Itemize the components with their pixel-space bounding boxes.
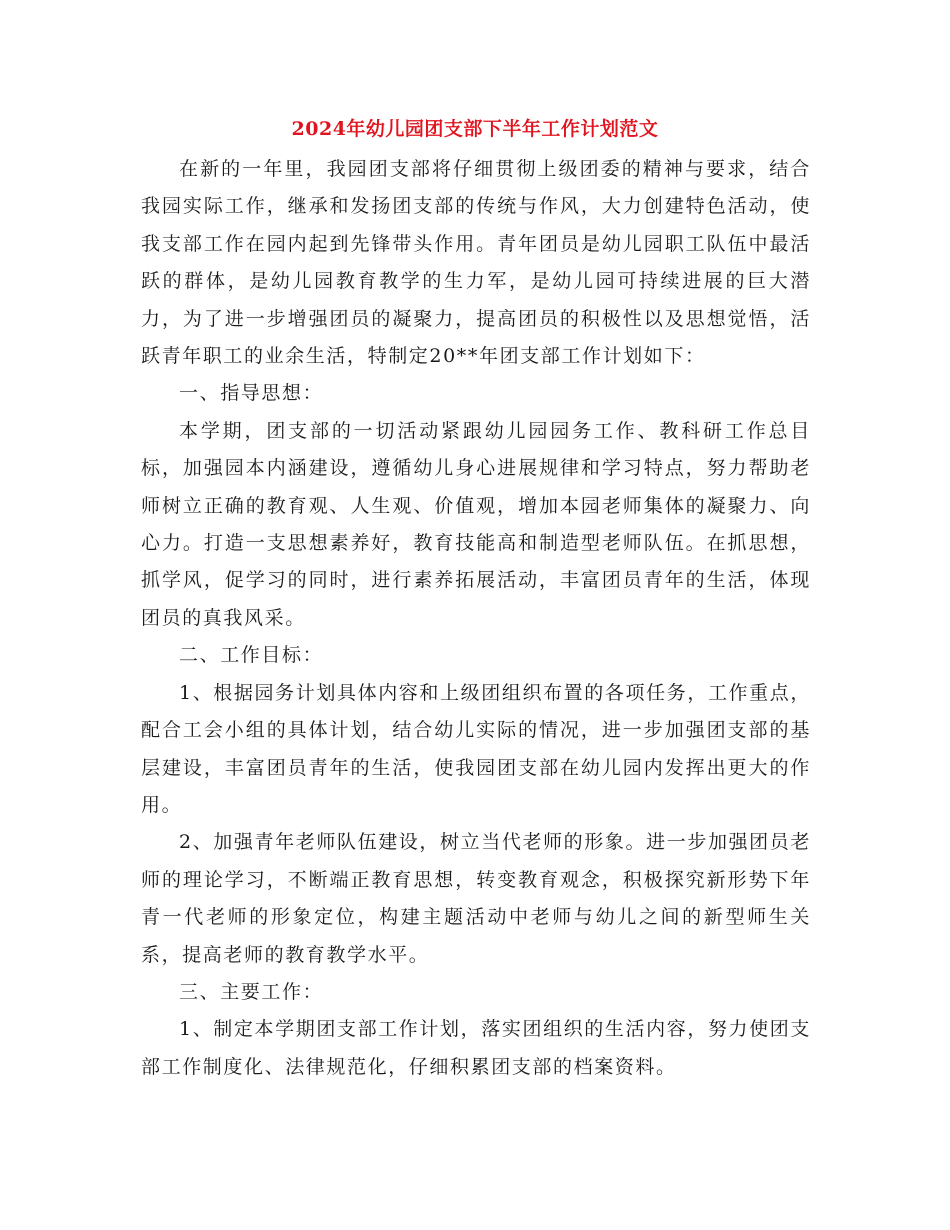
document-title: 2024年幼儿园团支部下半年工作计划范文 bbox=[291, 118, 659, 140]
section-heading-work-goals: 二、工作目标： bbox=[179, 644, 324, 667]
work-goal-item-2: 2、加强青年老师队伍建设，树立当代老师的形象。进一步加强团员老师的理论学习，不断端正教育思想，转变教育观念，积极探究新形势下年青一代老师的形象定位，构建主题活动中老师与幼儿之间的新型师生关系，提高老师的教育教学水平。 bbox=[141, 831, 811, 966]
intro-paragraph: 在新的一年里，我园团支部将仔细贯彻上级团委的精神与要求，结合我园实际工作，继承和发扬团支部的传统与作风，大力创建特色活动，使我支部工作在园内起到先锋带头作用。青年团员是幼儿园职工队伍中最活跃的群体，是幼儿园教育教学的生力军，是幼儿园可持续进展的巨大潜力，为了进一步增强团员的凝聚力，提高团员的积极性以及思想觉悟，活跃青年职工的业余生活，特制定20**年团支部工作计划如下： bbox=[141, 158, 811, 368]
work-goal-item-1: 1、根据园务计划具体内容和上级团组织布置的各项任务，工作重点，配合工会小组的具体计划，结合幼儿实际的情况，进一步加强团支部的基层建设，丰富团员青年的生活，使我园团支部在幼儿园内发挥出更大的作用。 bbox=[141, 681, 811, 816]
section-heading-main-work: 三、主要工作： bbox=[179, 980, 324, 1003]
guiding-thought-paragraph: 本学期，团支部的一切活动紧跟幼儿园园务工作、教科研工作总目标，加强园本内涵建设，遵循幼儿身心进展规律和学习特点，努力帮助老师树立正确的教育观、人生观、价值观，增加本园老师集体的凝聚力、向心力。打造一支思想素养好，教育技能高和制造型老师队伍。在抓思想，抓学风，促学习的同时，进行素养拓展活动，丰富团员青年的生活，体现团员的真我风采。 bbox=[141, 419, 811, 629]
main-work-item-1: 1、制定本学期团支部工作计划，落实团组织的生活内容，努力使团支部工作制度化、法律规范化，仔细积累团支部的档案资料。 bbox=[141, 1018, 811, 1078]
document-body bbox=[141, 151, 811, 1086]
section-heading-guiding-thought: 一、指导思想： bbox=[179, 382, 324, 405]
